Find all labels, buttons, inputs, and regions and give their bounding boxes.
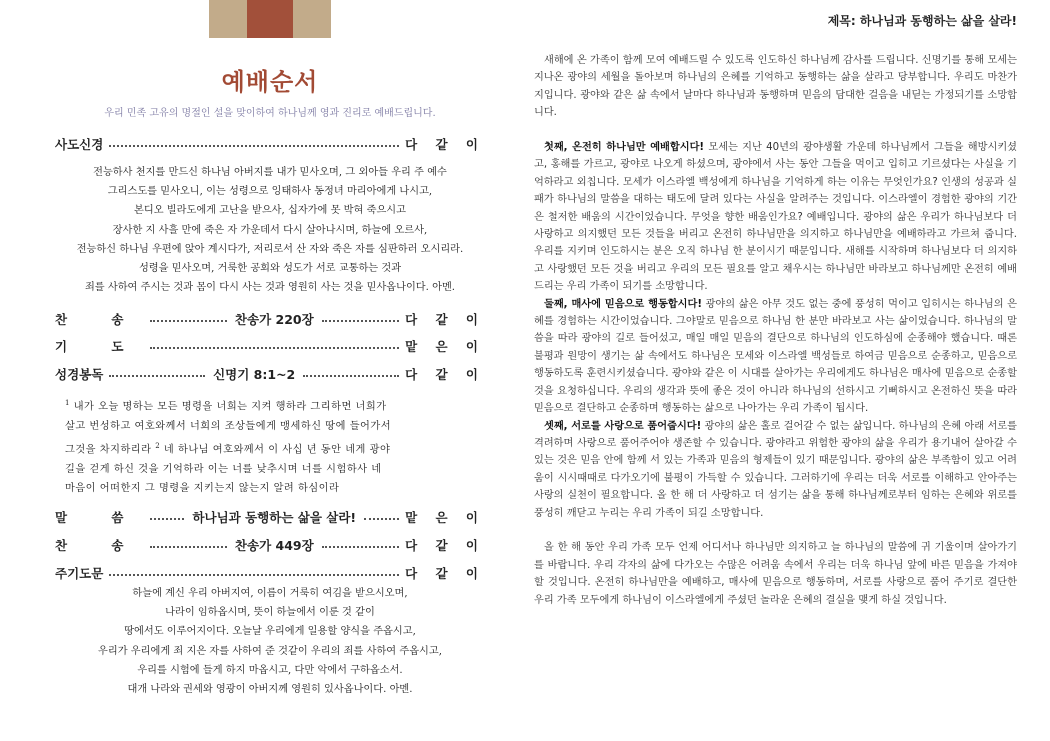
sermon-point-2: 둘째, 매사에 믿음으로 행동합시다! 광야의 삶은 아무 것도 없는 중에 풍성히 먹이고 입히시는 하나님의 은혜를 경험하는 시간이었습니다. 그야말로 믿음으로 하나님 한 분만 바라보고 사는 삶이었습니다. 하나님의 말씀을 따라 광야의 길로 들어섰고, 매일 매일 믿음의 결단으로 하나님의 인도하심에 순종해야 했습니다. 때론 불평과 원망이 생기는 삶 속에서도 하나님은 모세와 이스라엘 백성들로 하여금 믿음으로 순종하고, 믿음으로 행동하도록 훈련시키셨습니다. 광야와 같은 이 시대를 살아가는 우리에게도 하나님은 매사에 믿음으로 순종할 것을 요청하십니다. 우리의 생각과 뜻에 좋은 것이 아니라 하나님의 선하시고 기뻐하시고 온전하신 뜻을 따라 믿음으로 결단하고 순종하며 행동하는 삶으로 나아가는 우리 가족이 됩시다. — [534, 298, 1017, 415]
row-hymn-1 — [55, 308, 485, 330]
scripture-line: 길을 걷게 하신 것을 기억하라 이는 너를 낮추시며 너를 시험하사 네 — [65, 463, 382, 475]
sermon-closing: 올 한 해 동안 우리 가족 모두 언제 어디서나 하나님만 의지하고 늘 하나님의 말씀에 귀 기울이며 살아가기를 바랍니다. 우리 각자의 삶에 다가오는 수많은 어려움 속에서 우리는 더욱 하나님 앞에 바른 믿음을 가져야 할 것입니다. 온전히 하나님만을 예배하고, 매사에 믿음으로 행동하며, 서로를 사랑으로 품어 주기로 결단한 우리 가족 모두에게 하나님이 이스라엘에게 주셨던 놀라운 은혜의 결실을 맺게 하실 것입니다. — [534, 542, 1017, 606]
row-who: 다 같 이 — [405, 137, 485, 152]
sermon-body — [534, 52, 1017, 609]
row-middle: 찬송가 220장 — [234, 312, 314, 327]
creed-line: 전능하사 천지를 만드신 하나님 아버지를 내가 믿사오며, 그 외아들 우리 주 예수 — [93, 167, 447, 178]
row-label: 사도신경 — [55, 137, 104, 152]
dot-leader — [150, 518, 185, 520]
row-label: 찬 송 — [55, 312, 144, 327]
row-middle: 찬송가 449장 — [234, 538, 314, 553]
row-who: 다 같 이 — [405, 566, 485, 581]
point-heading: 셋째, 서로를 사랑으로 품어줍시다! — [544, 420, 702, 432]
prayer-line: 대개 나라와 권세와 영광이 아버지께 영원히 있사옵나이다. 아멘. — [127, 684, 413, 696]
deco-block-left — [209, 0, 247, 38]
sermon-intro: 새해에 온 가족이 함께 모여 예배드릴 수 있도록 인도하신 하나님께 감사를 드립니다. 신명기를 통해 모세는 지나온 광야의 세월을 돌아보며 하나님의 은혜를 기억하고 동행하는 삶을 살라고 당부합니다. 우리도 마찬가지입니다. 광야와 같은 삶 속에서 날마다 하나님과 동행하며 믿음의 담대한 걸음을 내딛는 가정되기를 소망합니다. — [534, 55, 1017, 119]
dot-leader — [150, 320, 227, 322]
row-label: 말 씀 — [55, 510, 144, 525]
creed-line: 죄를 사하여 주시는 것과 몸이 다시 사는 것과 영원히 사는 것을 믿사옵나이다. 아멘. — [84, 282, 456, 294]
verse-number: 1 — [65, 399, 70, 407]
row-hymn-2 — [55, 534, 485, 556]
row-label: 주기도문 — [55, 566, 104, 581]
sermon-point-1: 첫째, 온전히 하나님만 예배합시다! 모세는 지난 40년의 광야생활 가운데 하나님께서 그들을 해방시키셨고, 홍해를 가르고, 광야로 나오게 하셨으며, 광야에서 사는 동안 그들을 먹이고 입히고 기르셨다는 사실을 기억하라고 외칩니다. 모세가 이스라엘 백성에게 하나님을 기억하게 하는 이유는 무엇인가요? 인생의 성공과 실패가 하나님의 말씀을 대하는 태도에 달려 있다는 사실을 알려주는 것입니다. 이스라엘이 경험한 광야의 기간은 철저한 배움의 시간이었습니다. 무엇을 향한 배움인가요? 예배입니다. 광야의 삶은 우리가 하나님보다 더 사랑하고 의지했던 모든 것들을 버리고 온전히 하나님만을 의지하고 하나님만을 예배하라고 가르쳐 줍니다. 우리를 지키며 인도하시는 분은 오직 하나님 한 분이시기 때문입니다. 새해를 시작하며 하나님보다 더 의지하고 사랑했던 모든 것을 버리고 우리의 모든 필요를 알고 채우시는 하나님만 바라보고 하나님께만 온전히 예배드리는 우리 가족이 되기를 소망합니다. — [534, 142, 1018, 293]
row-creed — [55, 133, 485, 155]
row-label: 기 도 — [55, 339, 144, 354]
creed-line: 전능하신 하나님 우편에 앉아 계시다가, 저리로서 산 자와 죽은 자를 심판하러 오시리라. — [76, 243, 464, 255]
row-label: 성경봉독 — [55, 367, 104, 382]
apostles-creed — [55, 163, 485, 297]
subtitle: 우리 민족 고유의 명절인 설을 맞이하여 하나님께 영과 진리로 예배드립니다. — [104, 108, 436, 119]
page-title: 예배순서 — [221, 68, 319, 96]
row-prayer — [55, 335, 485, 357]
verse-number: 2 — [155, 441, 161, 450]
row-who: 다 같 이 — [405, 312, 486, 327]
dot-leader — [322, 320, 399, 322]
scripture-text — [65, 394, 485, 499]
row-middle: 신명기 8:1~2 — [213, 367, 296, 382]
dot-leader — [364, 518, 399, 520]
row-who: 맡 은 이 — [405, 510, 485, 525]
deco-block-center — [247, 0, 293, 38]
dot-leader — [150, 546, 227, 548]
row-reading — [55, 363, 485, 385]
sermon-title: 제목: 하나님과 동행하는 삶을 살라! — [827, 14, 1017, 28]
creed-line: 본디오 빌라도에게 고난을 받으사, 십자가에 못 박혀 죽으시고 — [134, 205, 406, 217]
dot-leader — [109, 375, 205, 377]
row-lords-prayer — [55, 562, 485, 584]
row-who: 다 같 이 — [405, 367, 485, 382]
prayer-line: 우리가 우리에게 죄 지은 자를 사하여 준 것같이 우리의 죄를 사하여 주옵시고, — [98, 645, 442, 657]
prayer-line: 땅에서도 이루어지이다. 오늘날 우리에게 일용할 양식을 주옵시고, — [124, 626, 416, 638]
prayer-line: 나라이 임하옵시며, 뜻이 하늘에서 이룬 것 같이 — [165, 607, 375, 619]
deco-block-right — [293, 0, 331, 38]
lords-prayer — [55, 584, 485, 699]
creed-line: 장사한 지 사흘 만에 죽은 자 가운데서 다시 살아나시며, 하늘에 오르사, — [112, 224, 428, 236]
row-who: 맡 은 이 — [405, 339, 485, 354]
row-middle: 하나님과 동행하는 삶을 살라! — [192, 510, 357, 525]
creed-line: 그리스도를 믿사오니, 이는 성령으로 잉태하사 동정녀 마리아에게 나시고, — [107, 186, 433, 198]
dot-leader — [109, 574, 399, 576]
dot-leader — [322, 546, 399, 548]
scripture-line: 살고 번성하고 여호와께서 너희의 조상들에게 맹세하신 땅에 들어가서 — [65, 420, 392, 432]
creed-line: 성령을 믿사오며, 거룩한 공회와 성도가 서로 교통하는 것과 — [138, 263, 402, 275]
dot-leader — [150, 347, 400, 349]
prayer-line: 우리를 시험에 들게 하지 마옵시고, 다만 악에서 구하옵소서. — [137, 664, 403, 676]
scripture-line: $^1$ 내가 오늘 명하는 모든 명령을 너희는 지켜 행하라 그리하면 너희가 — [65, 399, 387, 413]
point-heading: 첫째, 온전히 하나님만 예배합시다! — [544, 142, 705, 154]
header-decoration — [209, 0, 331, 38]
scripture-line: 마음이 어떠한지 그 명령을 지키는지 않는지 알려 하심이라 — [65, 483, 340, 495]
dot-leader — [303, 375, 399, 377]
dot-leader — [109, 145, 399, 147]
prayer-line: 하늘에 계신 우리 아버지여, 이름이 거룩히 여김을 받으시오며, — [132, 588, 408, 599]
sermon-point-3: 셋째, 서로를 사랑으로 품어줍시다! 광야의 삶은 홀로 걸어갈 수 없는 삶입니다. 하나님의 은혜 아래 서로를 격려하며 사랑으로 품어주어야 생존할 수 있습니다. 광야라고 위험한 광야의 삶을 우리가 용기내어 살아갈 수 있는 것은 믿음 안에 함께 서 있는 가족과 믿음의 형제들이 있기 때문입니다. 광야의 삶은 부족함이 있고 어려움이 시시때때로 다가오기에 불평이 가득할 수 있습니다. 그러하기에 우리는 더욱 서로를 이해하고 안아주는 사랑의 실천이 필요합니다. 올 한 해 더 사랑하고 더 섬기는 삶을 통해 하나님께로부터 임하는 은혜와 위로를 풍성히 깨닫고 누리는 우리 가족이 되길 소망합니다. — [534, 420, 1017, 519]
row-sermon — [55, 506, 485, 528]
scripture-line: 그것을 차지하리라 $^2$ 네 하나님 여호와께서 이 사십 년 동안 네게 광야 — [65, 441, 391, 455]
row-label: 찬 송 — [55, 538, 144, 553]
row-who: 다 같 이 — [405, 538, 486, 553]
point-heading: 둘째, 매사에 믿음으로 행동합시다! — [544, 298, 702, 310]
